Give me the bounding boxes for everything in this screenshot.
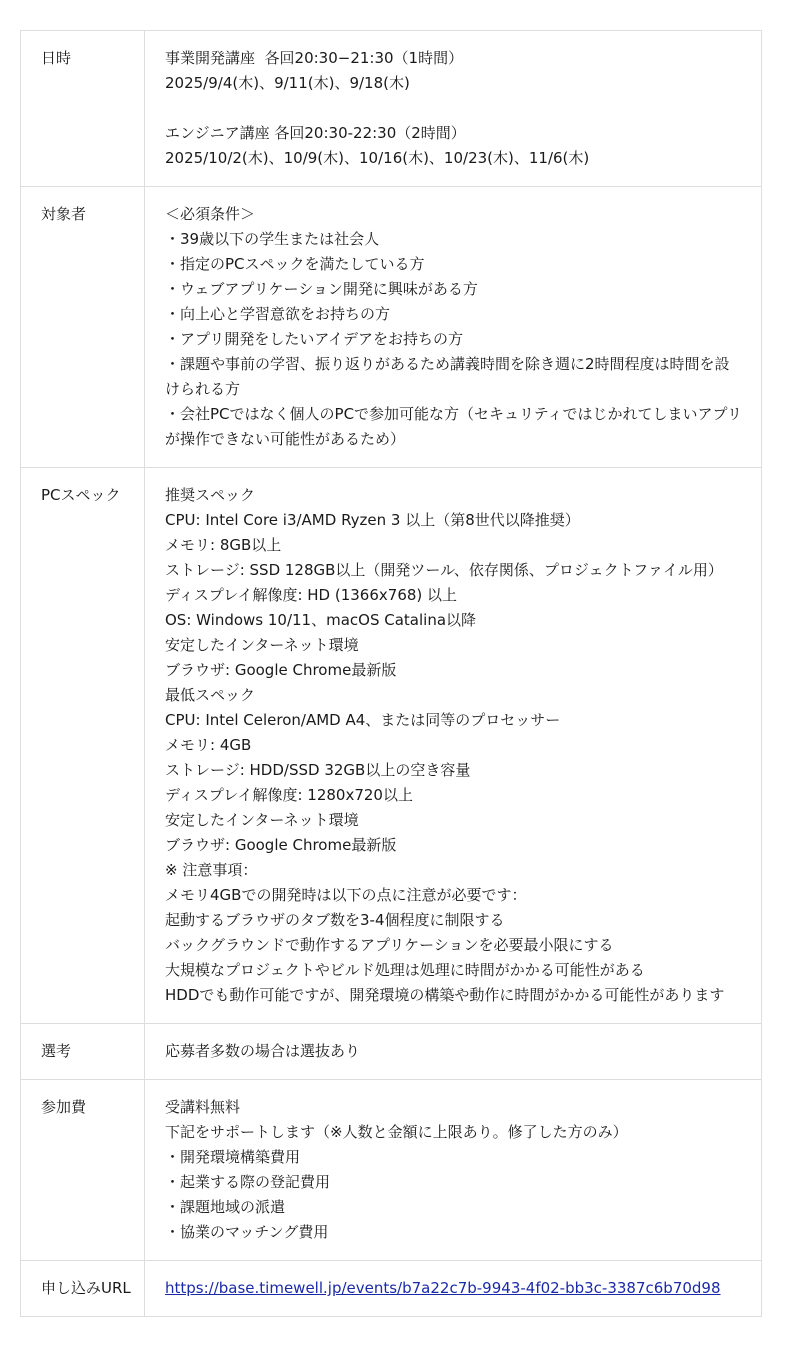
value-line: 起動するブラウザのタブ数を3-4個程度に制限する — [165, 911, 505, 929]
event-info-table-body — [21, 31, 762, 1317]
row-label: 参加費 — [21, 1080, 145, 1261]
value-line: CPU: Intel Core i3/AMD Ryzen 3 以上（第8世代以降推奨） — [165, 511, 580, 529]
value-line: ブラウザ: Google Chrome最新版 — [165, 661, 397, 679]
row-label: 日時 — [21, 31, 145, 187]
row-value — [145, 468, 762, 1024]
application-url-link[interactable]: https://base.timewell.jp/events/b7a22c7b-9943-4f02-bb3c-3387c6b70d98 — [165, 1279, 721, 1297]
row-value — [145, 31, 762, 187]
value-line: 2025/10/2(木)、10/9(木)、10/16(木)、10/23(木)、11/6(木) — [165, 149, 590, 167]
row-label: PCスペック — [21, 468, 145, 1024]
value-line: 安定したインターネット環境 — [165, 636, 359, 654]
row-value — [145, 1080, 762, 1261]
value-line: ・会社PCではなく個人のPCで参加可能な方（セキュリティではじかれてしまいアプリが操作できない可能性があるため） — [165, 405, 742, 448]
row-selection — [21, 1024, 762, 1080]
value-line: ・協業のマッチング費用 — [165, 1223, 329, 1241]
value-line: ストレージ: SSD 128GB以上（開発ツール、依存関係、プロジェクトファイル用） — [165, 561, 723, 579]
value-line: ・開発環境構築費用 — [165, 1148, 301, 1166]
row-label: 申し込みURL — [21, 1261, 145, 1317]
value-line: ストレージ: HDD/SSD 32GB以上の空き容量 — [165, 761, 471, 779]
value-line: 2025/9/4(木)、9/11(木)、9/18(木) — [165, 74, 410, 92]
value-line: ディスプレイ解像度: 1280x720以上 — [165, 786, 413, 804]
value-line: 大規模なプロジェクトやビルド処理は処理に時間がかかる可能性がある — [165, 961, 645, 979]
value-line: OS: Windows 10/11、macOS Catalina以降 — [165, 611, 477, 629]
value-line: ・起業する際の登記費用 — [165, 1173, 331, 1191]
value-line: エンジニア講座 各回20:30-22:30（2時間） — [165, 124, 466, 142]
value-line: メモリ4GBでの開発時は以下の点に注意が必要です： — [165, 886, 527, 904]
value-line: 応募者多数の場合は選抜あり — [165, 1042, 361, 1060]
value-line: 安定したインターネット環境 — [165, 811, 359, 829]
value-line: ・39歳以下の学生または社会人 — [165, 230, 380, 248]
value-line: バックグラウンドで動作するアプリケーションを必要最小限にする — [165, 936, 614, 954]
value-line: メモリ: 8GB以上 — [165, 536, 282, 554]
value-line: ・課題や事前の学習、振り返りがあるため講義時間を除き週に2時間程度は時間を設けられる方 — [165, 355, 730, 398]
value-line: メモリ: 4GB — [165, 736, 252, 754]
value-line: 受講料無料 — [165, 1098, 241, 1116]
row-target — [21, 187, 762, 468]
value-line: HDDでも動作可能ですが、開発環境の構築や動作に時間がかかる可能性があります — [165, 986, 725, 1004]
value-line: 最低スペック — [165, 686, 256, 704]
value-line: 下記をサポートします（※人数と金額に上限あり。修了した方のみ） — [165, 1123, 628, 1141]
value-line: 推奨スペック — [165, 486, 256, 504]
row-datetime — [21, 31, 762, 187]
event-info-table — [20, 30, 762, 1317]
value-line: ・指定のPCスペックを満たしている方 — [165, 255, 425, 273]
row-fee — [21, 1080, 762, 1261]
value-line — [165, 96, 743, 121]
value-line: 事業開発講座 各回20:30−21:30（1時間） — [165, 49, 464, 67]
row-value — [145, 1261, 762, 1317]
value-line: ・課題地域の派遣 — [165, 1198, 286, 1216]
value-line: ブラウザ: Google Chrome最新版 — [165, 836, 397, 854]
value-line: ・向上心と学習意欲をお持ちの方 — [165, 305, 391, 323]
row-pc-spec — [21, 468, 762, 1024]
row-apply-url — [21, 1261, 762, 1317]
row-value — [145, 1024, 762, 1080]
row-label: 選考 — [21, 1024, 145, 1080]
value-line: CPU: Intel Celeron/AMD A4、または同等のプロセッサー — [165, 711, 561, 729]
value-line: ・アプリ開発をしたいアイデアをお持ちの方 — [165, 330, 464, 348]
value-line: ディスプレイ解像度: HD (1366x768) 以上 — [165, 586, 458, 604]
value-line: ・ウェブアプリケーション開発に興味がある方 — [165, 280, 478, 298]
value-line: ※ 注意事項： — [165, 861, 258, 879]
value-line: ＜必須条件＞ — [165, 205, 256, 223]
row-value — [145, 187, 762, 468]
row-label: 対象者 — [21, 187, 145, 468]
